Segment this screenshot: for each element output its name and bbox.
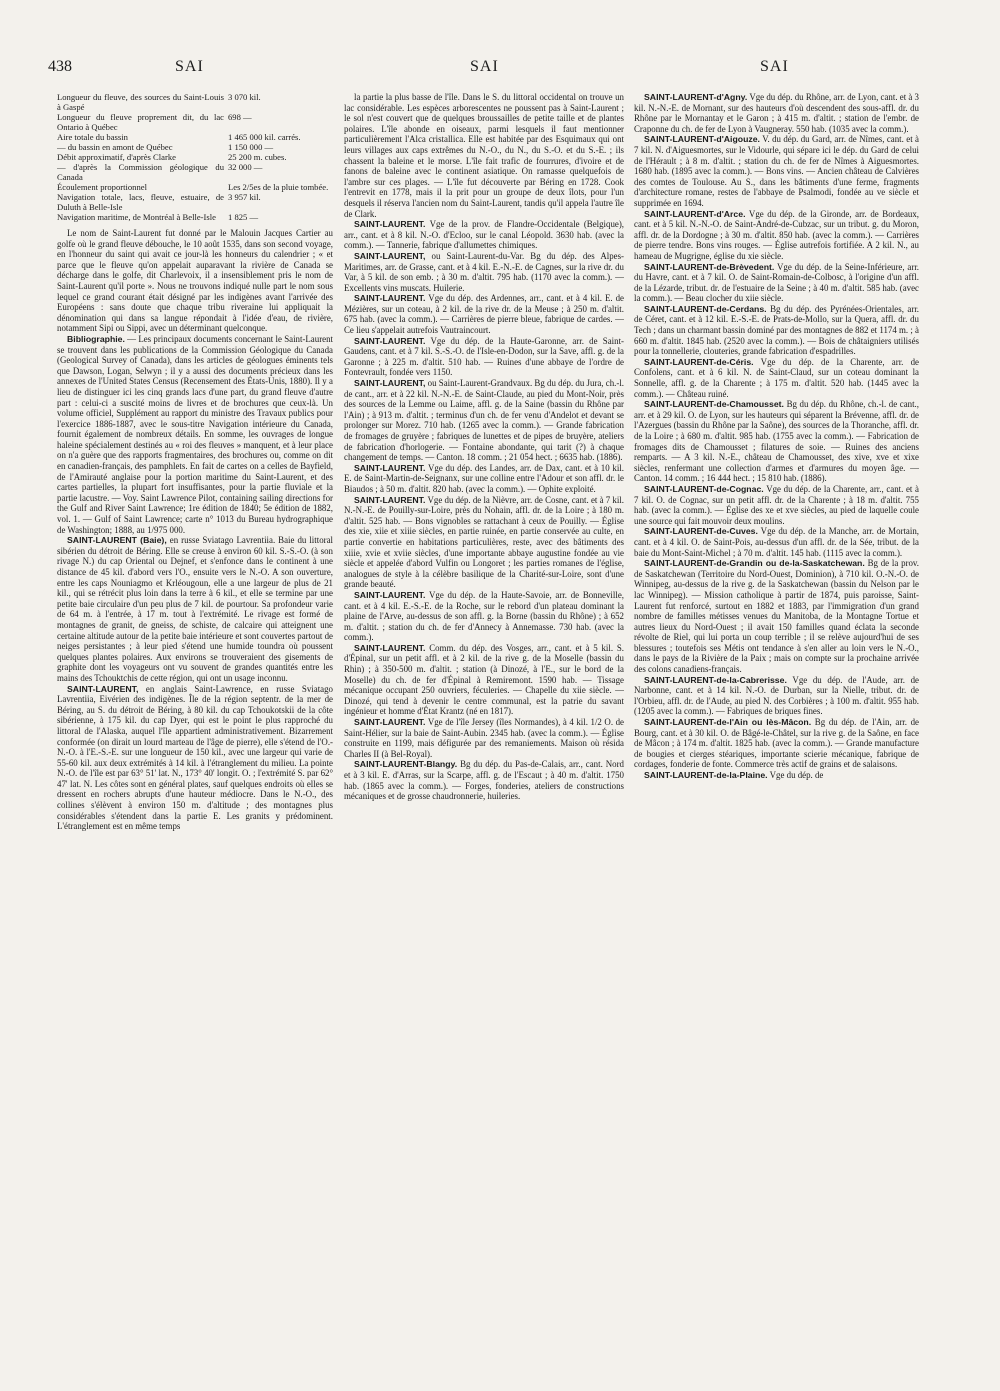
- entry-text: Vge du dép. de la Gironde, arr. de Bordeaux, cant. et à 5 kil. N.-N.-O. de Saint-André-de-Cubzac, sur un tribut. g. du Moron, affl. dr. de la Dordogne ; à 30 m. d'altit. 850 hab. (avec la comm.). — Carrières de pierre tendre. Bons vins rouges. — Église autrefois fortifiée. A 2 kil. N., au hameau de Mugrigne, église du xie siècle.: [634, 208, 919, 261]
- stat-row: [57, 162, 333, 182]
- entry-text: ou Saint-Laurent-Grandvaux. Bg du dép. du Jura, ch.-l. de cant., arr. et à 22 kil. N.-N.-E. de Saint-Claude, au pied du Mont-Noir, près des sources de la Lemme ou Laime, affl. g. de la Saine (bassin du Rhône par l'Ain) ; à 913 m. d'altit. ; terminus d'un ch. de fer venu d'Andelot et devant se prolonger sur Morez. 710 hab. (1265 avec la comm.). — Grande fabrication de fromages de gruyère ; fabriques de lunettes et de pipes de bruyère, ateliers de fabrication d'horlogerie. — Fontaine abondante, qui tarit (?) à chaque changement de temps. — Canton. 18 comm. ; 21 054 hect. ; 6635 hab. (1886).: [344, 378, 624, 463]
- stat-value: 25 200 m. cubes.: [228, 152, 287, 162]
- entry-text: la partie la plus basse de l'île. Dans le S. du littoral occidental on trouve un lac considérable. Les espèces arborescentes ne poussent pas à Saint-Laurent ; le sol n'est couvert que de quelques broussailles de petite taille et de plantes polaires. L'île abonde en oiseaux, parmi lesquels il faut mentionner particulièrement l'Alca cristallica. Elle est habitée par des Esquimaux qui ont leurs villages aux caps extrêmes du N.-O., du N., du S.-O. et du S.-E. ; ils chassent la baleine et le morse. L'île fait trafic de fourrures, d'ivoire et de fanons de baleine avec le continent asiatique. On ramasse quelquefois de l'ambre sur ces plages. — L'île fut découverte par Béring en 1728. Cook l'entrevit en 1778, mais il la prit pour un groupe de deux îlots, pour l'un desquels il réserva l'ancien nom du Saint-Laurent, tandis qu'il appela l'autre île de Clark.: [344, 92, 624, 219]
- stat-value: 3 957 kil.: [228, 192, 261, 202]
- running-head-left: SAI: [175, 58, 204, 75]
- dictionary-entry: [344, 495, 624, 590]
- stat-value: 3 070 kil.: [228, 92, 261, 102]
- dictionary-entry: [634, 92, 919, 134]
- page-header: [0, 58, 1000, 84]
- entry-headword: Bibliographie.: [67, 333, 125, 344]
- dictionary-entry: [634, 304, 919, 357]
- dictionary-entry: [57, 228, 333, 334]
- stat-label: Navigation totale, lacs, fleuve, estuaire, de Duluth à Belle-Isle: [57, 192, 224, 212]
- dictionary-entry: [57, 684, 333, 832]
- dictionary-entry: [344, 378, 624, 463]
- entry-text: Vge du dép. de l'Aude, arr. de Narbonne, cant. et à 14 kil. N.-O. de Durban, sur la Nielle, tribut. dr. de l'Orbieu, affl. dr. de l'Aude, au pied N. des Corbières ; à 100 m. d'altit. 955 hab. (1205 avec la comm.). — Fabriques de briques fines.: [634, 674, 919, 717]
- entry-headword: SAINT-LAURENT.: [354, 462, 426, 473]
- entry-text: V. du dép. du Gard, arr. de Nîmes, cant. et à 7 kil. N. d'Aiguesmortes, sur le Vidourle, qui sépare ici le dép. du Gard de celui de l'Hérault ; à 8 m. d'altit. ; station du ch. de fer de Nîmes à Aiguesmortes. 1680 hab. (1895 avec la comm.). — Bons vins. — Ancien château de Calvières des comtes de Toulouse. Au S., dans les bâtiments d'une ferme, fragments d'architecture romane, restes de l'abbaye de Psalmodi, fondée au ve siècle et supprimée en 1694.: [634, 134, 919, 208]
- stat-row: [57, 192, 333, 212]
- dictionary-entry: [634, 209, 919, 262]
- dictionary-entry: [634, 357, 919, 399]
- entry-headword: SAINT-LAURENT-de-la-Cabrerisse.: [644, 674, 787, 685]
- stat-row: [57, 132, 333, 142]
- entry-headword: SAINT-LAURENT-d'Arce.: [644, 208, 746, 219]
- entry-text: Vge du dép. de: [767, 770, 824, 780]
- stat-row: [57, 212, 333, 222]
- entry-text: Vge de l'île Jersey (îles Normandes), à 4 kil. 1/2 O. de Saint-Hélier, sur la baie de Saint-Aubin. 2345 hab. (avec la comm.). — Église construite en 1199, mais défigurée par des remaniements. Maison où résida Charles II (à Bel-Royal).: [344, 717, 624, 759]
- entry-headword: SAINT-LAURENT.: [354, 335, 426, 346]
- stat-value: Les 2/5es de la pluie tombée.: [228, 182, 329, 192]
- column-left-entries: [57, 228, 333, 832]
- dictionary-entry: [344, 463, 624, 495]
- entry-text: Comm. du dép. des Vosges, arr., cant. et à 5 kil. S. d'Épinal, sur un petit affl. et à 2 kil. de la rive g. de la Moselle (bassin du Rhin) ; à 350-500 m. d'altit. ; station (à Dinozé, à l'E., sur le bord de la Moselle) du ch. de fer d'Épinal à Remiremont. 1590 hab. — Tissage mécanique occupant 250 ouvriers, féculeries. — Chapelle du xiie siècle. — Dinozé, qui tend à devenir le centre communal, est la patrie du savant ingénieur et homme d'État Krantz (né en 1817).: [344, 642, 624, 717]
- column-middle-entries: [344, 92, 624, 802]
- column-left: [57, 92, 333, 1362]
- stat-label: Aire totale du bassin: [57, 132, 128, 142]
- dictionary-entry: [634, 717, 919, 770]
- dictionary-entry: [634, 526, 919, 558]
- dictionary-entry: [344, 92, 624, 219]
- entry-text: Vge du dép. de la Seine-Inférieure, arr. du Havre, cant. et à 7 kil. O. de Saint-Romain-de-Colbosc, à l'origine d'un affl. de la Lézarde, tribut. dr. de l'estuaire de la Seine ; à 40 m. d'altit. 585 hab. (avec la comm.). — Beau clocher du xiie siècle.: [634, 261, 919, 304]
- entry-headword: SAINT-LAURENT.: [354, 494, 426, 505]
- entry-text: Bg du dép. du Rhône, ch.-l. de cant., arr. et à 29 kil. O. de Lyon, sur les hauteurs qui séparent la Brévenne, affl. dr. de l'Azergues (bassin du Rhône par la Saône), des sources de la Thoranche, affl. dr. de la Loire ; à 680 m. d'altit. 985 hab. (1755 avec la comm.). — Fabrication de fromages dits de Chamousset ; filatures de soie. — Ruines des anciens remparts. — A 3 kil. N.-E., château de Chamousset, des xive, xve et xixe siècles, renfermant une collection d'armes et d'armures du moyen âge. — Canton. 14 comm. ; 16 444 hect. ; 15 810 hab. (1886).: [634, 399, 919, 484]
- entry-text: ou Saint-Laurent-du-Var. Bg du dép. des Alpes-Maritimes, arr. de Grasse, cant. et à 4 kil. E.-N.-E. de Cagnes, sur la rive dr. du Var, à 5 kil. de son emb. ; à 30 m. d'altit. 795 hab. (1170 avec la comm.). — Excellents vins muscats. Huilerie.: [344, 250, 624, 293]
- entry-headword: SAINT-LAURENT.: [354, 219, 426, 230]
- entry-headword: SAINT-LAURENT,: [354, 378, 426, 389]
- entry-headword: SAINT-LAURENT-de-Brèvedent.: [644, 261, 775, 272]
- entry-headword: SAINT-LAURENT-de-Cuves.: [644, 526, 758, 537]
- column-right: [634, 92, 919, 1362]
- entry-text: en russe Sviatago Lavrentiia. Baie du littoral sibérien du détroit de Béring. Elle se creuse à environ 60 kil. S.-S.-O. (à son rivage N.) du cap Oriental ou Dejnef, et s'enfonce dans le continent à une distance de 45 kil. d'abord vers l'O., ensuite vers le N.-O. A son ouverture, entre les caps Nouniagmo et Krléougoun, elle a une largeur de plus de 21 kil., qui se rétrécit plus loin dans la terre à 6 kil., et elle se termine par une petite baie circulaire d'un peu plus de 7 kil. de pourtour. Sa profondeur varie de 64 m. à l'entrée, à 17 m. tout à l'extrémité. Le rivage est formé de montagnes de granit, de gneiss, de schiste, de calcaire qui atteignent une certaine altitude autour de la petite baie intérieure et sont couvertes partout de neiges persistantes ; à leur pied s'étend une humide toundra où poussent quelques plantes polaires. Aux environs se trouveraient des gisements de graphite dont les voyageurs ont vu souvent de grandes quantités entre les mains des Tchouktchis de cette région, qui ont un usage inconnu.: [57, 535, 333, 683]
- river-statistics-table: [57, 92, 333, 222]
- entry-text: Vge du dép. de la Charente, arr., cant. et à 7 kil. O. de Cognac, sur un petit affl. dr. de la Charente ; à 18 m. d'altit. 755 hab. (avec la comm.). — Église des xe et xve siècles, au pied de laquelle coule une source qui fait mouvoir deux moulins.: [634, 483, 919, 526]
- entry-text: Vge de la prov. de Flandre-Occidentale (Belgique), arr., cant. et à 8 kil. N.-O. d'Ecloo, sur le canal Léopold. 3630 hab. (avec la comm.). — Tannerie, fabrique d'allumettes chimiques.: [344, 219, 624, 251]
- entry-text: — Les principaux documents concernant le Saint-Laurent se trouvent dans les publications de la Commission Géologique du Canada (Geological Survey of Canada), dans les articles de géologues éminents tels que Dawson, Logan, Selwyn ; il y a aussi des documents précieux dans les annexes de l'United States Census (Recensement des États-Unis, 1880). Il y a lieu de distinguer ici les cinq grands lacs d'une part, du grand fleuve d'autre part : celui-ci a suscité moins de livres et de brochures que ceux-là. Un volume officiel, Supplément au rapport du ministre des Travaux publics pour l'exercice 1886-1887, avec le sous-titre Navigation intérieure du Canada, fournit également de nombreux détails. En somme, les ouvrages de longue haleine spécialement destinés au « roi des fleuves » manquent, et à leur place on n'a guère que des rapports fragmentaires, des brochures ou, comme on dit en canadien-français, des pamphlets. En fait de cartes on a celles de Bayfield, de l'Amirauté anglaise pour la portion maritime du Saint-Laurent, et des cartes partielles, la plupart fort insuffisantes, pour la partie fluviale et la partie lacustre. — Voy. Saint Lawrence Pilot, containing sailing directions for the Gulf and River Saint Lawrence; 1re édition de 1840; 5e édition de 1882, vol. 1. — Gulf of Saint Lawrence; carte n° 1013 du Bureau hydrographique de Washington; 1888, au 1/975 000.: [57, 333, 333, 535]
- dictionary-entry: [634, 675, 919, 717]
- entry-text: Vge du dép. de la Charente, arr. de Confolens, cant. et à 6 kil. N. de Saint-Claud, sur un coteau dominant la Sonnelle, affl. g. de la Charente ; à 175 m. d'altit. 520 hab. (1445 avec la comm.). — Château ruiné.: [634, 356, 919, 399]
- dictionary-entry: [634, 484, 919, 526]
- entry-text: Bg du dép. des Pyrénées-Orientales, arr. de Céret, cant. et à 12 kil. E.-S.-E. de Prats-de-Mollo, sur la Quera, affl. dr. du Tech ; dans un charmant bassin dominé par des montagnes de 882 et 1174 m. ; à 660 m. d'altit. 1845 hab. (2520 avec la comm.). — Bois de châtaigniers utilisés pour la tonnellerie, clouteries, grande fabrication d'espadrilles.: [634, 303, 919, 357]
- stat-value: 1 825 —: [228, 212, 259, 222]
- entry-text: Le nom de Saint-Laurent fut donné par le Malouin Jacques Cartier au golfe où le grand fleuve débouche, le 10 août 1535, dans son second voyage, en l'honneur du saint qui avait ce jour-là les honneurs du calendrier ; « et parce que le fleuve qu'on appelait auparavant la rivière de Canada se décharge dans le golfe, dit Charlevoix, il a insensiblement pris le nom de Saint-Laurent qu'il porte ». Nous ne trouvons indiqué nulle part le nom sous lequel ce grand courant était désigné par les indigènes avant l'arrivée des Européens : sans doute que chaque tribu riveraine lui appliquait la dénomination qui dans sa langue répondait à l'idée d'eau, de rivière, notamment Sipi ou Sippi, avec un déterminant quelconque.: [57, 228, 333, 334]
- dictionary-entry: [344, 717, 624, 759]
- entry-headword: SAINT-LAURENT.: [354, 717, 426, 728]
- stat-row: [57, 182, 333, 192]
- stat-row: [57, 152, 333, 162]
- dictionary-entry: [344, 219, 624, 251]
- entry-headword: SAINT-LAURENT.: [354, 642, 426, 653]
- entry-headword: SAINT-LAURENT-d'Aigouze.: [644, 134, 760, 145]
- entry-text: Vge du dép. des Ardennes, arr., cant. et à 4 kil. E. de Mézières, sur un coteau, à 2 kil. de la rive dr. de la Meuse ; à 250 m. d'altit. 675 hab. (avec la comm.). — Carrières de pierre bleue, fabrique de cardes. — Ce lieu s'appelait autrefois Vautraincourt.: [344, 293, 624, 336]
- stat-value: 1 465 000 kil. carrés.: [228, 132, 301, 142]
- entry-text: Vge du dép. de la Nièvre, arr. de Cosne, cant. et à 7 kil. N.-N.-E. de Pouilly-sur-Loire, près du Nohain, affl. dr. de la Loire ; à 180 m. d'altit. 525 hab. — Bons vignobles se rattachant à ceux de Pouilly. — Église des xie, xiie et xiiie siècles, en partie ruinée, en partie conservée au culte, en partie convertie en habitations particulières, reste, avec des bâtiments des xiiie, xvie et xviie siècles, d'une importante abbaye augustine fondée au vie siècle et appelée d'abord Vulfin ou Longoret ; les parties romanes de l'église, analogues de style à la célèbre basilique de la Charité-sur-Loire, sont d'une grande beauté.: [344, 494, 624, 590]
- entry-headword: SAINT-LAURENT-de-Cognac.: [644, 483, 764, 494]
- entry-headword: SAINT-LAURENT-de-Cerdans.: [644, 303, 767, 314]
- entry-text: Vge du dép. du Rhône, arr. de Lyon, cant. et à 3 kil. N.-N.-E. de Mornant, sur des hauteurs d'où descendent des sous-affl. dr. du Rhône par le Mornantay et le Garon ; à 415 m. d'altit. ; station de l'embr. de Craponne du ch. de fer de Lyon à Vaugneray. 550 hab. (1035 avec la comm.).: [634, 92, 919, 134]
- column-middle: [344, 92, 624, 1362]
- dictionary-entry: [57, 535, 333, 683]
- stat-label: Longueur du fleuve proprement dit, du lac Ontario à Québec: [57, 112, 224, 132]
- stat-value: 1 150 000 —: [228, 142, 274, 152]
- dictionary-entry: [634, 558, 919, 675]
- entry-headword: SAINT-LAURENT.: [354, 589, 426, 600]
- stat-label: Longueur du fleuve, des sources du Saint-Louis à Gaspé: [57, 92, 224, 112]
- dictionary-entry: [344, 590, 624, 643]
- entry-text: Vge du dép. de la Manche, arr. de Mortain, cant. et à 4 kil. O. de Saint-Pois, au-dessus d'un affl. dr. de la Sée, tribut. de la baie du Mont-Saint-Michel ; à 70 m. d'altit. 145 hab. (1115 avec la comm.).: [634, 526, 919, 558]
- stat-label: Navigation maritime, de Montréal à Belle-Isle: [57, 212, 216, 222]
- dictionary-entry: [634, 262, 919, 304]
- dictionary-entry: [634, 399, 919, 484]
- entry-text: Vge du dép. de la Haute-Savoie, arr. de Bonneville, cant. et à 4 kil. E.-S.-E. de la Roche, sur le rebord d'un plateau dominant la plaine de l'Arve, au-dessus de son affl. g. la Borne (bassin du Rhône) ; à 652 m. d'altit. ; station du ch. de fer d'Annecy à Annemasse. 730 hab. (avec la comm.).: [344, 589, 624, 643]
- entry-text: Bg du dép. du Pas-de-Calais, arr., cant. Nord et à 3 kil. E. d'Arras, sur la Scarpe, affl. g. de l'Escaut ; à 40 m. d'altit. 1750 hab. (1865 avec la comm.). — Forges, fonderies, ateliers de constructions mécaniques et de grosse chaudronnerie, huileries.: [344, 759, 624, 802]
- stat-row: [57, 92, 333, 112]
- entry-headword: SAINT-LAURENT-de-l'Ain ou lès-Mâcon.: [644, 717, 812, 728]
- entry-headword: SAINT-LAURENT-de-Céris.: [644, 356, 754, 367]
- entry-text: Vge du dép. de la Haute-Garonne, arr. de Saint-Gaudens, cant. et à 7 kil. S.-S.-O. de l'Isle-en-Dodon, sur la Save, affl. g. de la Garonne ; à 225 m. d'altit. 510 hab. — Ruines d'une abbaye de l'ordre de Fontevrault, fondée vers 1150.: [344, 335, 624, 378]
- dictionary-entry: [344, 293, 624, 335]
- entry-text: en anglais Saint-Lawrence, en russe Sviatago Lavrentiia, Eivérien des indigènes. Île de la région septentr. de la mer de Béring, au S. du détroit de Béring, à 80 kil. du cap Tchoukotskii de la côte sibérienne, à 175 kil. du cap Dyer, qui est le point le plus rapproché du littoral de l'Alaska, auquel l'île appartient administrativement. Bizarrement conformée (on dirait un lourd marteau de l'âge de pierre), elle s'étend de l'O.-N.-O. à l'E.-S.-E. sur une longueur de 150 kil., avec une largeur qui varie de 55-60 kil. aux deux extrémités à 14 kil. à l'étranglement du milieu. La pointe N.-O. de l'île est par 63° 51' lat. N., 173° 40' longit. O. ; l'extrémité S. par 62° 47' lat. N. Les côtes sont en général plates, sauf quelques endroits où elles se dressent en rochers abrupts d'une hauteur médiocre. Dans le N.-O., des collines s'élèvent à environ 150 m. d'altitude ; des montagnes plus considérables s'étendent dans la partie E. Les granits y prédominent. L'étranglement est en même temps: [57, 683, 333, 832]
- dictionary-entry: [344, 336, 624, 378]
- running-head-right: SAI: [760, 58, 789, 75]
- entry-headword: SAINT-LAURENT-de-Chamousset.: [644, 399, 784, 410]
- entry-headword: SAINT-LAURENT,: [354, 250, 426, 261]
- dictionary-entry: [57, 334, 333, 535]
- stat-label: Écoulement proportionnel: [57, 182, 147, 192]
- entry-headword: SAINT-LAURENT,: [67, 683, 139, 694]
- stat-row: [57, 142, 333, 152]
- entry-headword: SAINT-LAURENT-de-la-Plaine.: [644, 770, 768, 780]
- entry-headword: SAINT-LAURENT-d'Agny.: [644, 92, 748, 102]
- stat-row: [57, 112, 333, 132]
- entry-headword: SAINT-LAURENT-Blangy.: [354, 759, 458, 770]
- entry-headword: SAINT-LAURENT (Baie),: [67, 535, 167, 546]
- stat-label: — d'après la Commission géologique du Canada: [57, 162, 224, 182]
- dictionary-entry: [344, 251, 624, 293]
- entry-text: Bg du dép. de l'Ain, arr. de Bourg, cant. et à 30 kil. O. de Bâgé-le-Châtel, sur la rive g. de la Saône, en face de Mâcon ; à 174 m. d'altit. 1825 hab. (avec la comm.). — Grande manufacture de bougies et cierges stéariques, importante scierie mécanique, fabrique de cordages, fonderie de fonte. Commerce très actif de grains et de salaisons.: [634, 717, 919, 770]
- dictionary-entry: [634, 134, 919, 208]
- dictionary-entry: [344, 759, 624, 801]
- running-head-center: SAI: [470, 58, 499, 75]
- page-number: 438: [48, 58, 72, 75]
- column-right-entries: [634, 92, 919, 781]
- stat-value: 32 000 —: [228, 162, 263, 172]
- entry-headword: SAINT-LAURENT.: [354, 293, 426, 304]
- stat-label: Débit approximatif, d'après Clarke: [57, 152, 176, 162]
- entry-text: Bg de la prov. de Saskatchewan (Territoire du Nord-Ouest, Dominion), à 710 kil. O.-N.-O. de Winnipeg, au-dessus de la rive g. de la Saskatchewan (bassin du Nelson par le lac Winnipeg). — Mission catholique à partir de 1874, puis paroisse, Saint-Laurent fut renforcé, surtout en 1882 et 1883, par l'immigration d'un grand nombre de familles métisses venues du Manitoba, de la Montagne Tortue et autres lieux du Nord-Ouest ; il avait 150 familles quand éclata la seconde révolte de Riel, qui lui porta un coup terrible ; il se relève aujourd'hui de ses blessures ; toutefois ses Métis ont tendance à s'en aller au loin vers le N.-O., dans le pays de la Rivière de la Paix ; mais on compte sur la prochaine arrivée des colons canadiens-français.: [634, 558, 919, 675]
- stat-value: 698 —: [228, 112, 252, 122]
- entry-text: Vge du dép. des Landes, arr. de Dax, cant. et à 10 kil. E. de Saint-Martin-de-Seignanx, sur une colline entre l'Adour et son affl. dr. le Biaudos ; à 50 m. d'altit. 820 hab. (avec la comm.). — Ophite exploité.: [344, 462, 624, 494]
- dictionary-entry: [344, 643, 624, 717]
- entry-headword: SAINT-LAURENT-de-Grandin ou de-la-Saskatchewan.: [644, 558, 865, 569]
- stat-label: — du bassin en amont de Québec: [57, 142, 173, 152]
- dictionary-entry: [634, 770, 919, 781]
